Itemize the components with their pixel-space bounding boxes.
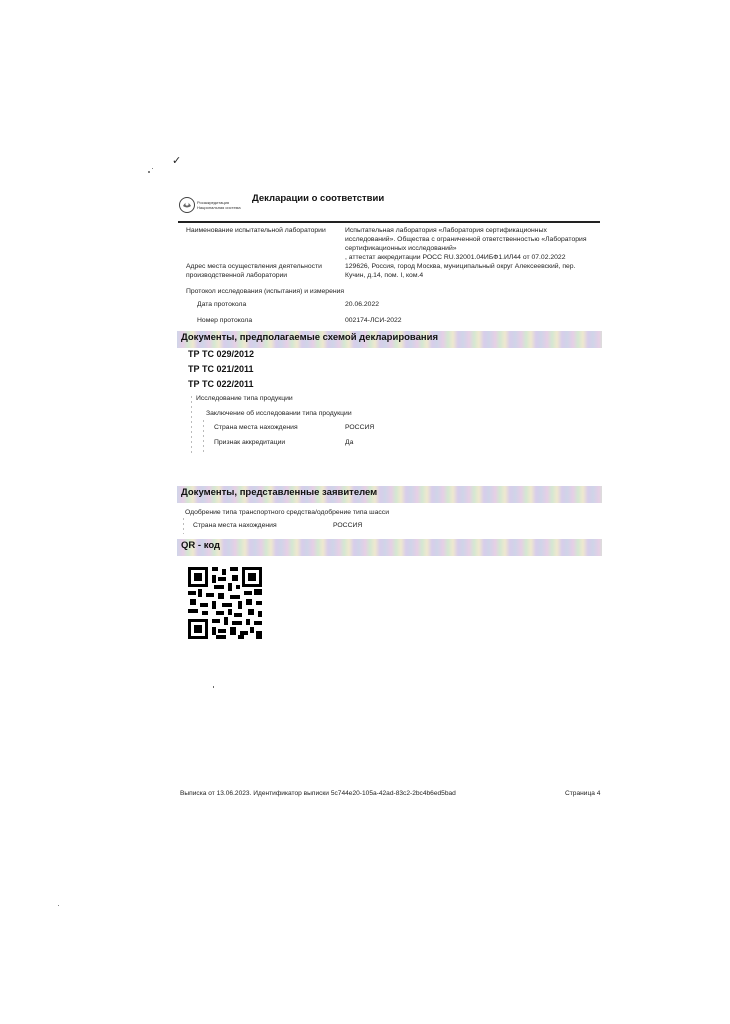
lab-address-value: 129626, Россия, город Москва, муниципальный округ Алексеевский, пер. Кучин, д.14, пом. I, ком.4: [345, 263, 576, 279]
qr-section: [177, 539, 602, 556]
applicant-docs-title: Документы, представленные заявителем: [181, 487, 378, 498]
scan-speck: [58, 905, 59, 906]
type-research-heading: Исследование типа продукции: [196, 395, 293, 402]
indent-guide: [191, 396, 192, 454]
regulation-item: ТР ТС 022/2011: [188, 379, 254, 389]
lab-name-value: Испытательная лаборатория «Лаборатория сертификационных исследований». Общества с ограниченной ответственностью «Лаборатория сертификационных исследований»: [345, 227, 587, 252]
protocol-date-label: Дата протокола: [197, 301, 247, 308]
indent-guide: [203, 420, 204, 454]
protocol-number-value: 002174-ЛСИ-2022: [345, 317, 402, 324]
footer-page-number: Страница 4: [565, 790, 601, 797]
indent-guide: [183, 518, 184, 534]
scheme-country-label: Страна места нахождения: [214, 424, 298, 431]
logo-text: Росаккредитация Национальная система: [197, 200, 241, 210]
scan-mark: ✓: [172, 155, 182, 167]
lab-name-label: Наименование испытательной лаборатории: [186, 227, 326, 234]
scan-speck: [152, 168, 153, 169]
conclusion-heading: Заключение об исследовании типа продукции: [206, 410, 352, 417]
lab-address-label: Адрес места осуществления деятельности производственной лаборатории: [186, 263, 322, 279]
scan-speck: [213, 686, 214, 688]
scheme-docs-title: Документы, предполагаемые схемой декларирования: [181, 332, 439, 343]
qr-code: [188, 567, 262, 639]
footer-extract-id: Выписка от 13.06.2023. Идентификатор выписки 5c744e20-105a-42ad-83c2-2bc4b6ed5bad: [180, 790, 456, 797]
protocol-date-value: 20.06.2022: [345, 301, 380, 308]
scan-speck: [148, 171, 150, 173]
scheme-docs-section: [177, 331, 602, 348]
regulation-item: ТР ТС 021/2011: [188, 364, 254, 374]
protocol-number-label: Номер протокола: [197, 317, 253, 324]
applicant-country-label: Страна места нахождения: [193, 522, 277, 529]
approval-heading: Одобрение типа транспортного средства/одобрение типа шасси: [185, 509, 389, 516]
emblem-icon: [178, 196, 196, 214]
rosaccreditation-logo: [178, 196, 241, 216]
scheme-country-value: РОССИЯ: [345, 424, 375, 431]
applicant-docs-section: [177, 486, 602, 503]
qr-title: QR - код: [181, 540, 221, 551]
accreditation-sign-value: Да: [345, 439, 354, 446]
document-title: Декларации о соответствии: [252, 193, 385, 204]
header-divider: [178, 221, 600, 223]
protocol-heading: Протокол исследования (испытания) и измерения: [186, 288, 345, 295]
accreditation-sign-label: Признак аккредитации: [214, 439, 286, 446]
lab-accreditation: , аттестат аккредитации РОСС RU.32001.04ИБФ1.ИЛ44 от 07.02.2022: [345, 254, 566, 261]
regulation-item: ТР ТС 029/2012: [188, 349, 255, 359]
applicant-country-value: РОССИЯ: [333, 522, 363, 529]
